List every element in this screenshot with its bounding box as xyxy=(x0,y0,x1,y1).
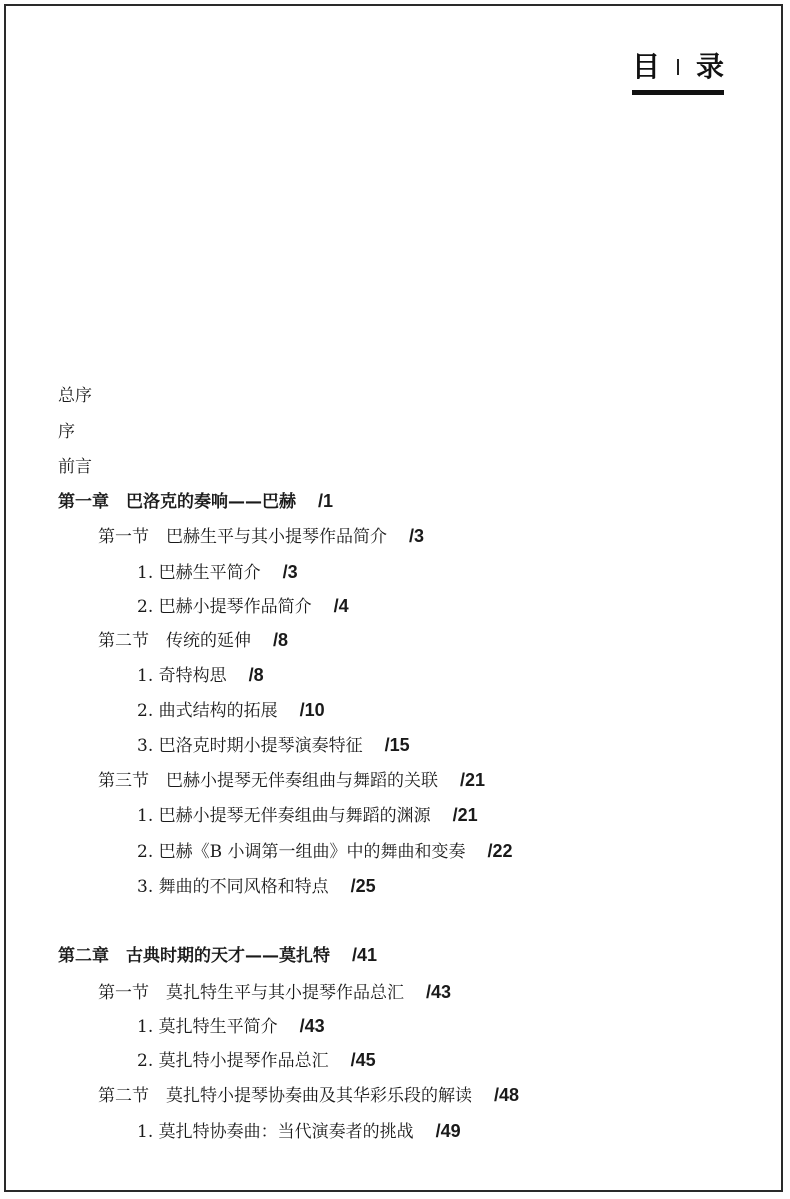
entry-label: 1. 奇特构思 xyxy=(137,666,227,686)
entry-label: 总序 xyxy=(58,386,92,406)
entry-page: /25 xyxy=(350,876,376,896)
entry-label: 第二节 传统的延伸 xyxy=(98,631,251,651)
entry-label: 1. 莫扎特协奏曲：当代演奏者的挑战 xyxy=(137,1122,414,1142)
toc-chapter-2[interactable] xyxy=(58,943,377,967)
entry-page: /49 xyxy=(435,1121,461,1141)
entry-page: /3 xyxy=(282,562,298,582)
toc-item-1-1-1[interactable] xyxy=(137,560,298,584)
toc-item-2-1-1[interactable] xyxy=(137,1014,325,1038)
entry-label: 第二节 莫扎特小提琴协奏曲及其华彩乐段的解读 xyxy=(98,1086,472,1106)
entry-label: 3. 舞曲的不同风格和特点 xyxy=(137,877,329,897)
toc-chapter-1[interactable] xyxy=(58,489,333,513)
entry-page: /41 xyxy=(352,945,378,965)
entry-label: 1. 莫扎特生平简介 xyxy=(137,1017,278,1037)
entry-label: 2. 巴赫《B 小调第一组曲》中的舞曲和变奏 xyxy=(137,842,466,862)
entry-label: 2. 曲式结构的拓展 xyxy=(137,701,278,721)
entry-page: /8 xyxy=(273,630,289,650)
title-char-left: 目 xyxy=(632,50,661,83)
toc-entry-foreword[interactable] xyxy=(58,455,92,479)
toc-section-1-1[interactable] xyxy=(98,524,424,548)
title-char-right: 录 xyxy=(695,50,724,83)
toc-item-1-3-2[interactable] xyxy=(137,839,513,863)
entry-page: /22 xyxy=(487,841,513,861)
entry-label: 第一章 巴洛克的奏响——巴赫 xyxy=(58,492,296,512)
entry-page: /45 xyxy=(350,1050,376,1070)
entry-label: 第一节 莫扎特生平与其小提琴作品总汇 xyxy=(98,983,404,1003)
entry-label: 1. 巴赫生平简介 xyxy=(137,563,261,583)
toc-item-1-2-2[interactable] xyxy=(137,698,325,722)
entry-page: /48 xyxy=(494,1085,520,1105)
toc-section-1-2[interactable] xyxy=(98,628,288,652)
entry-label: 3. 巴洛克时期小提琴演奏特征 xyxy=(137,736,363,756)
entry-page: /43 xyxy=(299,1016,325,1036)
toc-item-2-2-1[interactable] xyxy=(137,1119,461,1143)
entry-page: /8 xyxy=(248,665,264,685)
entry-label: 第三节 巴赫小提琴无伴奏组曲与舞蹈的关联 xyxy=(98,771,438,791)
entry-label: 2. 莫扎特小提琴作品总汇 xyxy=(137,1051,329,1071)
entry-page: /1 xyxy=(318,491,334,511)
entry-label: 1. 巴赫小提琴无伴奏组曲与舞蹈的渊源 xyxy=(137,806,431,826)
entry-page: /21 xyxy=(452,805,478,825)
toc-item-1-3-1[interactable] xyxy=(137,803,478,827)
entry-label: 2. 巴赫小提琴作品简介 xyxy=(137,597,312,617)
entry-label: 序 xyxy=(58,422,75,442)
toc-entry-general-preface[interactable] xyxy=(58,384,92,408)
toc-section-2-2[interactable] xyxy=(98,1083,519,1107)
toc-item-1-2-1[interactable] xyxy=(137,663,264,687)
entry-label: 第二章 古典时期的天才——莫扎特 xyxy=(58,946,330,966)
entry-page: /15 xyxy=(384,735,410,755)
toc-item-2-1-2[interactable] xyxy=(137,1048,376,1072)
toc-item-1-1-2[interactable] xyxy=(137,594,349,618)
toc-item-1-2-3[interactable] xyxy=(137,733,410,757)
entry-label: 前言 xyxy=(58,457,92,477)
entry-page: /3 xyxy=(409,526,425,546)
entry-label: 第一节 巴赫生平与其小提琴作品简介 xyxy=(98,527,387,547)
entry-page: /4 xyxy=(333,596,349,616)
toc-section-2-1[interactable] xyxy=(98,980,451,1004)
toc-section-1-3[interactable] xyxy=(98,768,485,792)
entry-page: /21 xyxy=(460,770,486,790)
entry-page: /10 xyxy=(299,700,325,720)
toc-entry-preface[interactable] xyxy=(58,420,75,444)
toc-item-1-3-3[interactable] xyxy=(137,874,376,898)
entry-page: /43 xyxy=(426,982,452,1002)
